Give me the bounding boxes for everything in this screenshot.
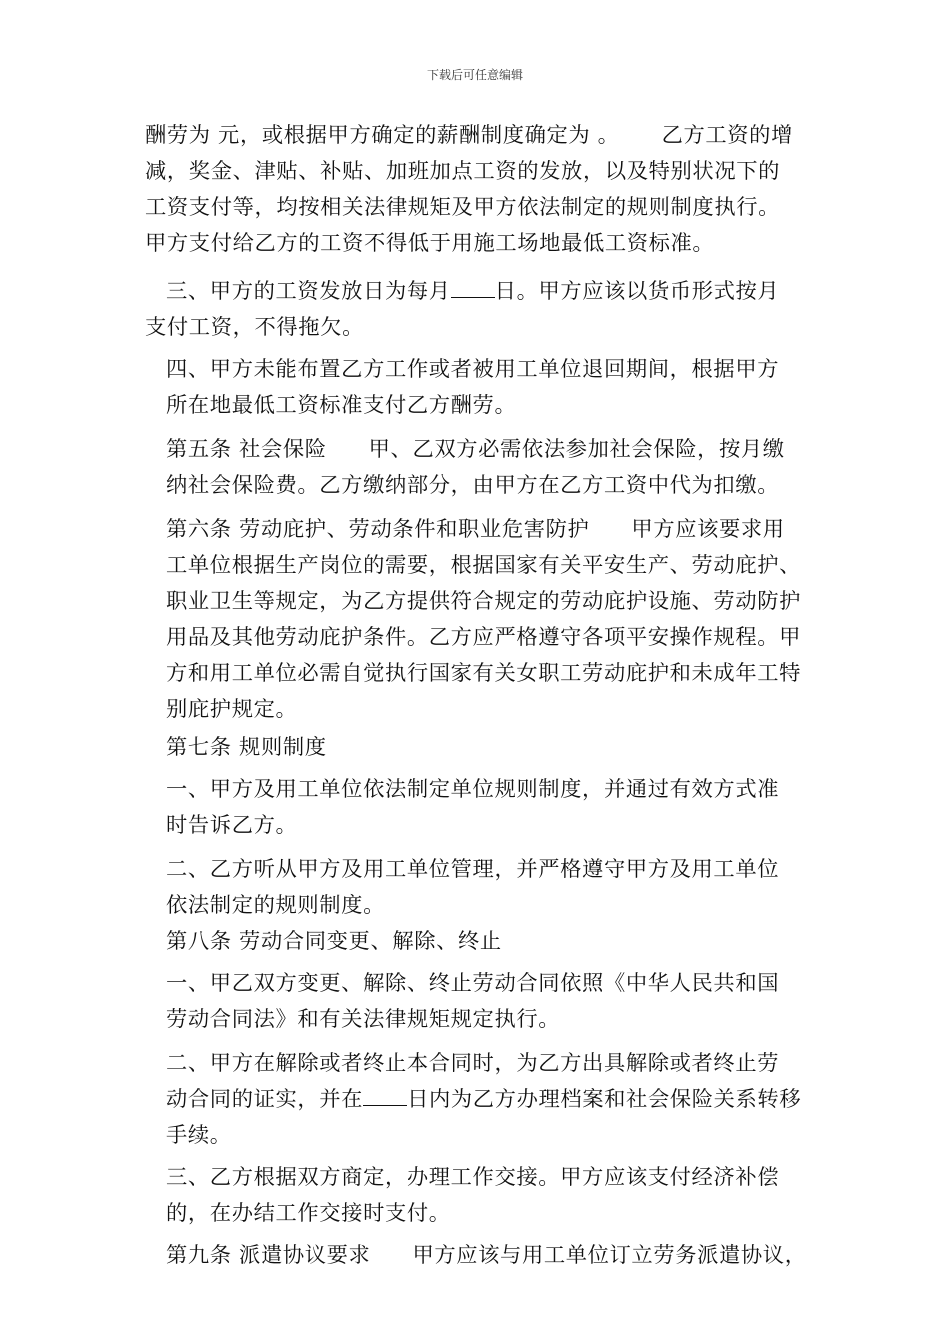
paragraph-article-5 [145, 432, 811, 504]
text-segment: 日内为乙方办理档案和社会保险关系转移 [407, 1087, 802, 1112]
fill-blank-line [363, 1087, 407, 1106]
heading-article-8 [145, 924, 811, 960]
paragraph-article-8-item-3 [145, 1160, 811, 1232]
text-segment: 动合同的证实，并在 [166, 1087, 364, 1112]
text-line: 依法制定的规则制度。 [166, 893, 385, 918]
paragraph-salary [145, 118, 811, 262]
fill-blank-line [451, 279, 495, 298]
text-line: 二、乙方听从甲方及用工单位管理，并严格遵守甲方及用工单位 [166, 857, 780, 882]
text-segment: 三、甲方的工资发放日为每月 [166, 279, 451, 304]
text-line [145, 1238, 811, 1274]
text-line: 用品及其他劳动庇护条件。乙方应严格遵守各项平安操作规程。甲 [166, 625, 802, 650]
article-title: 第六条 劳动庇护、劳动条件和职业危害防护 [166, 517, 590, 542]
text-line [145, 118, 811, 154]
paragraph-salary-3 [145, 274, 811, 346]
paragraph-article-7-item-2 [145, 852, 811, 924]
paragraph-article-8-item-2 [145, 1046, 811, 1154]
paragraph-article-7-item-1 [145, 772, 811, 844]
paragraph-article-9 [145, 1238, 811, 1274]
text-line: 职业卫生等规定，为乙方提供符合规定的劳动庇护设施、劳动防护 [166, 589, 802, 614]
text-line: 支付工资，不得拖欠。 [145, 315, 364, 340]
heading-article-7 [145, 730, 811, 766]
text-line: 的，在办结工作交接时支付。 [166, 1201, 451, 1226]
document-body [145, 118, 811, 1274]
text-line: 工资支付等，均按相关法律规矩及甲方依法制定的规则制度执行。 [145, 195, 781, 220]
text-segment: 甲方应该与用工单位订立劳务派遣协议， [412, 1243, 807, 1268]
article-title: 第九条 派遣协议要求 [166, 1243, 371, 1268]
text-line: 方和用工单位必需自觉执行国家有关女职工劳动庇护和未成年工特 [166, 661, 802, 686]
text-segment: 日。甲方应该以货币形式按月 [494, 279, 780, 304]
text-line: 别庇护规定。 [166, 697, 298, 722]
text-line: 甲方支付给乙方的工资不得低于用施工场地最低工资标准。 [145, 231, 715, 256]
text-line: 劳动合同法》和有关法律规矩规定执行。 [166, 1007, 561, 1032]
page-header: 下载后可任意编辑 [426, 68, 523, 82]
text-line [145, 1082, 811, 1118]
text-line: 四、甲方未能布置乙方工作或者被用工单位退回期间，根据甲方 [166, 357, 780, 382]
paragraph-article-8-item-1 [145, 966, 811, 1038]
text-line: 时告诉乙方。 [166, 813, 298, 838]
text-line: 手续。 [166, 1123, 232, 1148]
paragraph-article-6 [145, 512, 811, 728]
text-line [145, 274, 811, 310]
text-line: 减，奖金、津贴、补贴、加班加点工资的发放，以及特别状况下的 [145, 159, 781, 184]
article-title: 第七条 规则制度 [166, 735, 327, 760]
text-segment: 甲、乙双方必需依法参加社会保险，按月缴 [368, 437, 785, 462]
text-line: 一、甲乙双方变更、解除、终止劳动合同依照《中华人民共和国 [166, 971, 780, 996]
text-line: 二、甲方在解除或者终止本合同时，为乙方出具解除或者终止劳 [166, 1051, 780, 1076]
text-line: 三、乙方根据双方商定，办理工作交接。甲方应该支付经济补偿 [166, 1165, 780, 1190]
text-line: 工单位根据生产岗位的需要，根据国家有关平安生产、劳动庇护、 [166, 553, 802, 578]
text-segment: 甲方应该要求用 [631, 517, 785, 542]
article-title: 第八条 劳动合同变更、解除、终止 [166, 929, 502, 954]
text-line [145, 432, 811, 468]
text-line: 一、甲方及用工单位依法制定单位规则制度，并通过有效方式准 [166, 777, 780, 802]
text-line [145, 512, 811, 548]
text-segment: 酬劳为 元，或根据甲方确定的薪酬制度确定为 。 [145, 123, 620, 148]
text-line: 所在地最低工资标准支付乙方酬劳。 [166, 393, 517, 418]
text-segment: 乙方工资的增 [661, 123, 793, 148]
text-line: 纳社会保险费。乙方缴纳部分，由甲方在乙方工资中代为扣缴。 [166, 473, 780, 498]
article-title: 第五条 社会保险 [166, 437, 327, 462]
paragraph-salary-4 [145, 352, 811, 424]
